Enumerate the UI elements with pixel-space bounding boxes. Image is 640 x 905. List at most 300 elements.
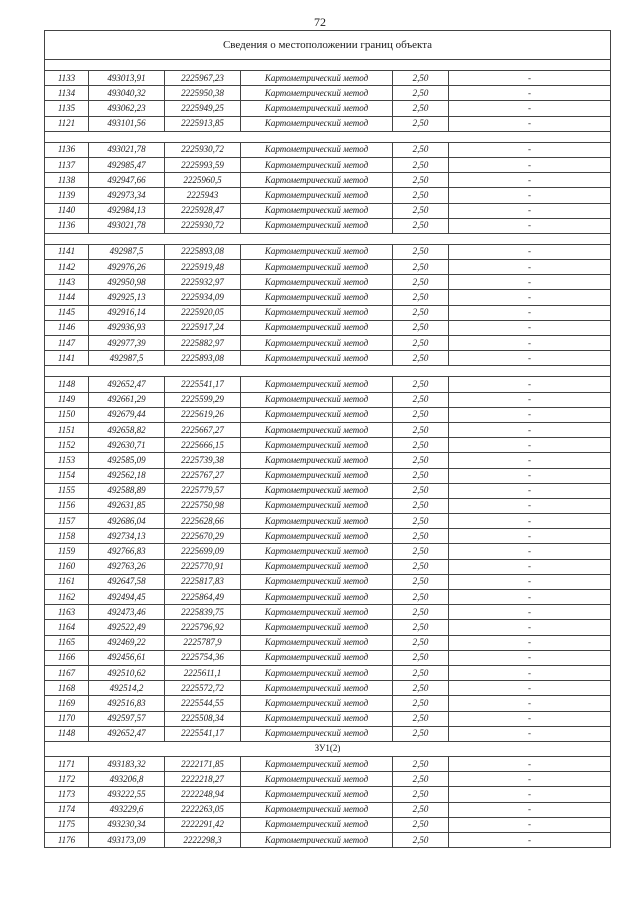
method-cell: Картометрический метод [241, 320, 393, 335]
y-coordinate-cell: 2225864,49 [165, 590, 241, 605]
x-coordinate-cell: 492516,83 [89, 696, 165, 711]
y-coordinate-cell: 2225670,29 [165, 529, 241, 544]
point-number-cell: 1136 [45, 218, 89, 233]
x-coordinate-cell: 492916,14 [89, 305, 165, 320]
point-number-cell: 1136 [45, 142, 89, 157]
note-cell: - [449, 377, 611, 392]
x-coordinate-cell: 492763,26 [89, 559, 165, 574]
method-cell: Картометрический метод [241, 336, 393, 351]
method-cell: Картометрический метод [241, 681, 393, 696]
method-cell: Картометрический метод [241, 116, 393, 131]
table-row [45, 620, 611, 635]
x-coordinate-cell: 493040,32 [89, 86, 165, 101]
y-coordinate-cell: 2225928,47 [165, 203, 241, 218]
note-cell: - [449, 574, 611, 589]
method-cell: Картометрический метод [241, 544, 393, 559]
method-cell: Картометрический метод [241, 696, 393, 711]
method-cell: Картометрический метод [241, 787, 393, 802]
precision-cell: 2,50 [393, 407, 449, 422]
y-coordinate-cell: 2225839,75 [165, 605, 241, 620]
y-coordinate-cell: 2222248,94 [165, 787, 241, 802]
note-cell: - [449, 142, 611, 157]
table-row [45, 101, 611, 116]
method-cell: Картометрический метод [241, 173, 393, 188]
x-coordinate-cell: 493021,78 [89, 218, 165, 233]
point-number-cell: 1151 [45, 422, 89, 437]
point-number-cell: 1141 [45, 244, 89, 259]
y-coordinate-cell: 2225919,48 [165, 260, 241, 275]
separator-row [45, 366, 611, 377]
table-row [45, 290, 611, 305]
x-coordinate-cell: 492473,46 [89, 605, 165, 620]
point-number-cell: 1157 [45, 514, 89, 529]
note-cell: - [449, 260, 611, 275]
separator-row [45, 131, 611, 142]
x-coordinate-cell: 492510,62 [89, 665, 165, 680]
y-coordinate-cell: 2222218,27 [165, 772, 241, 787]
x-coordinate-cell: 492652,47 [89, 726, 165, 741]
point-number-cell: 1144 [45, 290, 89, 305]
x-coordinate-cell: 493230,34 [89, 817, 165, 832]
table-title: Сведения о местоположении границ объекта [45, 31, 611, 60]
table-row [45, 351, 611, 366]
y-coordinate-cell: 2222298,3 [165, 833, 241, 848]
method-cell: Картометрический метод [241, 377, 393, 392]
table-row [45, 711, 611, 726]
method-cell: Картометрический метод [241, 650, 393, 665]
x-coordinate-cell: 493229,6 [89, 802, 165, 817]
table-row [45, 438, 611, 453]
y-coordinate-cell: 2225770,91 [165, 559, 241, 574]
precision-cell: 2,50 [393, 142, 449, 157]
y-coordinate-cell: 2225913,85 [165, 116, 241, 131]
point-number-cell: 1133 [45, 71, 89, 86]
table-row [45, 275, 611, 290]
point-number-cell: 1141 [45, 351, 89, 366]
table-row [45, 116, 611, 131]
y-coordinate-cell: 2225699,09 [165, 544, 241, 559]
table-row [45, 422, 611, 437]
method-cell: Картометрический метод [241, 620, 393, 635]
precision-cell: 2,50 [393, 351, 449, 366]
point-number-cell: 1146 [45, 320, 89, 335]
x-coordinate-cell: 492597,57 [89, 711, 165, 726]
point-number-cell: 1174 [45, 802, 89, 817]
x-coordinate-cell: 492658,82 [89, 422, 165, 437]
separator-cell [45, 366, 611, 377]
note-cell: - [449, 275, 611, 290]
section-header-row [45, 741, 611, 756]
y-coordinate-cell: 2225779,57 [165, 483, 241, 498]
method-cell: Картометрический метод [241, 438, 393, 453]
precision-cell: 2,50 [393, 86, 449, 101]
precision-cell: 2,50 [393, 529, 449, 544]
precision-cell: 2,50 [393, 244, 449, 259]
precision-cell: 2,50 [393, 711, 449, 726]
x-coordinate-cell: 492987,5 [89, 244, 165, 259]
method-cell: Картометрический метод [241, 529, 393, 544]
x-coordinate-cell: 493173,09 [89, 833, 165, 848]
method-cell: Картометрический метод [241, 351, 393, 366]
point-number-cell: 1145 [45, 305, 89, 320]
x-coordinate-cell: 493101,56 [89, 116, 165, 131]
precision-cell: 2,50 [393, 544, 449, 559]
x-coordinate-cell: 492950,98 [89, 275, 165, 290]
note-cell: - [449, 817, 611, 832]
note-cell: - [449, 468, 611, 483]
note-cell: - [449, 620, 611, 635]
point-number-cell: 1139 [45, 188, 89, 203]
point-number-cell: 1168 [45, 681, 89, 696]
x-coordinate-cell: 492630,71 [89, 438, 165, 453]
note-cell: - [449, 726, 611, 741]
precision-cell: 2,50 [393, 681, 449, 696]
x-coordinate-cell: 493183,32 [89, 757, 165, 772]
method-cell: Картометрический метод [241, 407, 393, 422]
table-row [45, 142, 611, 157]
point-number-cell: 1147 [45, 336, 89, 351]
point-number-cell: 1166 [45, 650, 89, 665]
precision-cell: 2,50 [393, 802, 449, 817]
y-coordinate-cell: 2225993,59 [165, 157, 241, 172]
point-number-cell: 1164 [45, 620, 89, 635]
point-number-cell: 1170 [45, 711, 89, 726]
point-number-cell: 1149 [45, 392, 89, 407]
method-cell: Картометрический метод [241, 71, 393, 86]
precision-cell: 2,50 [393, 101, 449, 116]
precision-cell: 2,50 [393, 188, 449, 203]
method-cell: Картометрический метод [241, 514, 393, 529]
note-cell: - [449, 757, 611, 772]
precision-cell: 2,50 [393, 218, 449, 233]
point-number-cell: 1161 [45, 574, 89, 589]
x-coordinate-cell: 492661,29 [89, 392, 165, 407]
method-cell: Картометрический метод [241, 157, 393, 172]
table-row [45, 218, 611, 233]
point-number-cell: 1138 [45, 173, 89, 188]
method-cell: Картометрический метод [241, 468, 393, 483]
method-cell: Картометрический метод [241, 483, 393, 498]
precision-cell: 2,50 [393, 203, 449, 218]
note-cell: - [449, 605, 611, 620]
y-coordinate-cell: 2225572,72 [165, 681, 241, 696]
y-coordinate-cell: 2225893,08 [165, 244, 241, 259]
method-cell: Картометрический метод [241, 559, 393, 574]
x-coordinate-cell: 492469,22 [89, 635, 165, 650]
table-row [45, 453, 611, 468]
note-cell: - [449, 422, 611, 437]
y-coordinate-cell: 2225930,72 [165, 142, 241, 157]
x-coordinate-cell: 492976,26 [89, 260, 165, 275]
method-cell: Картометрический метод [241, 392, 393, 407]
point-number-cell: 1154 [45, 468, 89, 483]
table-row [45, 833, 611, 848]
y-coordinate-cell: 2225544,55 [165, 696, 241, 711]
note-cell: - [449, 787, 611, 802]
precision-cell: 2,50 [393, 757, 449, 772]
note-cell: - [449, 665, 611, 680]
table-row [45, 817, 611, 832]
x-coordinate-cell: 493222,55 [89, 787, 165, 802]
precision-cell: 2,50 [393, 833, 449, 848]
x-coordinate-cell: 492734,13 [89, 529, 165, 544]
y-coordinate-cell: 2225767,27 [165, 468, 241, 483]
x-coordinate-cell: 492631,85 [89, 498, 165, 513]
x-coordinate-cell: 492985,47 [89, 157, 165, 172]
precision-cell: 2,50 [393, 157, 449, 172]
x-coordinate-cell: 493062,23 [89, 101, 165, 116]
point-number-cell: 1142 [45, 260, 89, 275]
note-cell: - [449, 203, 611, 218]
table-row [45, 320, 611, 335]
separator-row [45, 233, 611, 244]
y-coordinate-cell: 2225667,27 [165, 422, 241, 437]
point-number-cell: 1165 [45, 635, 89, 650]
method-cell: Картометрический метод [241, 757, 393, 772]
method-cell: Картометрический метод [241, 422, 393, 437]
precision-cell: 2,50 [393, 438, 449, 453]
note-cell: - [449, 529, 611, 544]
y-coordinate-cell: 2225949,25 [165, 101, 241, 116]
table-title-row [45, 31, 611, 60]
y-coordinate-cell: 2222291,42 [165, 817, 241, 832]
table-row [45, 188, 611, 203]
point-number-cell: 1134 [45, 86, 89, 101]
method-cell: Картометрический метод [241, 275, 393, 290]
precision-cell: 2,50 [393, 377, 449, 392]
point-number-cell: 1143 [45, 275, 89, 290]
note-cell: - [449, 772, 611, 787]
table-row [45, 86, 611, 101]
point-number-cell: 1148 [45, 726, 89, 741]
method-cell: Картометрический метод [241, 101, 393, 116]
y-coordinate-cell: 2225882,97 [165, 336, 241, 351]
note-cell: - [449, 407, 611, 422]
precision-cell: 2,50 [393, 320, 449, 335]
precision-cell: 2,50 [393, 787, 449, 802]
y-coordinate-cell: 2225930,72 [165, 218, 241, 233]
x-coordinate-cell: 493206,8 [89, 772, 165, 787]
precision-cell: 2,50 [393, 574, 449, 589]
y-coordinate-cell: 2225917,24 [165, 320, 241, 335]
table-row [45, 772, 611, 787]
note-cell: - [449, 590, 611, 605]
method-cell: Картометрический метод [241, 260, 393, 275]
method-cell: Картометрический метод [241, 244, 393, 259]
note-cell: - [449, 244, 611, 259]
y-coordinate-cell: 2225541,17 [165, 377, 241, 392]
note-cell: - [449, 218, 611, 233]
point-number-cell: 1163 [45, 605, 89, 620]
point-number-cell: 1140 [45, 203, 89, 218]
precision-cell: 2,50 [393, 726, 449, 741]
note-cell: - [449, 71, 611, 86]
point-number-cell: 1172 [45, 772, 89, 787]
y-coordinate-cell: 2225932,97 [165, 275, 241, 290]
table-row [45, 605, 611, 620]
method-cell: Картометрический метод [241, 802, 393, 817]
note-cell: - [449, 320, 611, 335]
note-cell: - [449, 483, 611, 498]
y-coordinate-cell: 2225739,38 [165, 453, 241, 468]
precision-cell: 2,50 [393, 468, 449, 483]
point-number-cell: 1176 [45, 833, 89, 848]
method-cell: Картометрический метод [241, 218, 393, 233]
precision-cell: 2,50 [393, 605, 449, 620]
precision-cell: 2,50 [393, 275, 449, 290]
note-cell: - [449, 188, 611, 203]
y-coordinate-cell: 2225817,83 [165, 574, 241, 589]
table-row [45, 244, 611, 259]
table-row [45, 681, 611, 696]
y-coordinate-cell: 2225750,98 [165, 498, 241, 513]
point-number-cell: 1155 [45, 483, 89, 498]
table-row [45, 71, 611, 86]
precision-cell: 2,50 [393, 696, 449, 711]
method-cell: Картометрический метод [241, 188, 393, 203]
y-coordinate-cell: 2225967,23 [165, 71, 241, 86]
precision-cell: 2,50 [393, 590, 449, 605]
method-cell: Картометрический метод [241, 605, 393, 620]
precision-cell: 2,50 [393, 498, 449, 513]
point-number-cell: 1150 [45, 407, 89, 422]
precision-cell: 2,50 [393, 71, 449, 86]
point-number-cell: 1173 [45, 787, 89, 802]
note-cell: - [449, 157, 611, 172]
table-row [45, 726, 611, 741]
table-row [45, 483, 611, 498]
y-coordinate-cell: 2225619,26 [165, 407, 241, 422]
note-cell: - [449, 559, 611, 574]
point-number-cell: 1169 [45, 696, 89, 711]
x-coordinate-cell: 492679,44 [89, 407, 165, 422]
x-coordinate-cell: 492514,2 [89, 681, 165, 696]
x-coordinate-cell: 492947,66 [89, 173, 165, 188]
table-row [45, 787, 611, 802]
precision-cell: 2,50 [393, 305, 449, 320]
y-coordinate-cell: 2225611,1 [165, 665, 241, 680]
y-coordinate-cell: 2225754,36 [165, 650, 241, 665]
method-cell: Картометрический метод [241, 305, 393, 320]
table-row [45, 377, 611, 392]
y-coordinate-cell: 2222171,85 [165, 757, 241, 772]
separator-cell [45, 233, 611, 244]
precision-cell: 2,50 [393, 336, 449, 351]
precision-cell: 2,50 [393, 483, 449, 498]
point-number-cell: 1162 [45, 590, 89, 605]
boundary-coordinates-table [44, 30, 611, 848]
x-coordinate-cell: 493013,91 [89, 71, 165, 86]
table-row [45, 544, 611, 559]
note-cell: - [449, 514, 611, 529]
point-number-cell: 1171 [45, 757, 89, 772]
note-cell: - [449, 438, 611, 453]
precision-cell: 2,50 [393, 116, 449, 131]
precision-cell: 2,50 [393, 559, 449, 574]
x-coordinate-cell: 492686,04 [89, 514, 165, 529]
page-number: 72 [314, 15, 326, 29]
point-number-cell: 1121 [45, 116, 89, 131]
y-coordinate-cell: 2225796,92 [165, 620, 241, 635]
table-row [45, 260, 611, 275]
table-row [45, 757, 611, 772]
x-coordinate-cell: 492925,13 [89, 290, 165, 305]
y-coordinate-cell: 2225920,05 [165, 305, 241, 320]
note-cell: - [449, 833, 611, 848]
y-coordinate-cell: 2225599,29 [165, 392, 241, 407]
note-cell: - [449, 351, 611, 366]
point-number-cell: 1160 [45, 559, 89, 574]
x-coordinate-cell: 492456,61 [89, 650, 165, 665]
method-cell: Картометрический метод [241, 665, 393, 680]
method-cell: Картометрический метод [241, 574, 393, 589]
method-cell: Картометрический метод [241, 772, 393, 787]
method-cell: Картометрический метод [241, 453, 393, 468]
x-coordinate-cell: 492585,09 [89, 453, 165, 468]
precision-cell: 2,50 [393, 260, 449, 275]
table-row [45, 392, 611, 407]
note-cell: - [449, 392, 611, 407]
y-coordinate-cell: 2225628,66 [165, 514, 241, 529]
table-row [45, 559, 611, 574]
x-coordinate-cell: 492977,39 [89, 336, 165, 351]
table-row [45, 514, 611, 529]
x-coordinate-cell: 492562,18 [89, 468, 165, 483]
x-coordinate-cell: 492494,45 [89, 590, 165, 605]
precision-cell: 2,50 [393, 665, 449, 680]
precision-cell: 2,50 [393, 650, 449, 665]
y-coordinate-cell: 2225950,38 [165, 86, 241, 101]
precision-cell: 2,50 [393, 772, 449, 787]
y-coordinate-cell: 2225541,17 [165, 726, 241, 741]
method-cell: Картометрический метод [241, 290, 393, 305]
point-number-cell: 1158 [45, 529, 89, 544]
x-coordinate-cell: 492522,49 [89, 620, 165, 635]
precision-cell: 2,50 [393, 620, 449, 635]
separator-cell [45, 60, 611, 71]
point-number-cell: 1135 [45, 101, 89, 116]
table-row [45, 336, 611, 351]
x-coordinate-cell: 492766,83 [89, 544, 165, 559]
note-cell: - [449, 802, 611, 817]
point-number-cell: 1175 [45, 817, 89, 832]
table-row [45, 574, 611, 589]
x-coordinate-cell: 492647,58 [89, 574, 165, 589]
note-cell: - [449, 544, 611, 559]
point-number-cell: 1137 [45, 157, 89, 172]
table-row [45, 665, 611, 680]
x-coordinate-cell: 492936,93 [89, 320, 165, 335]
table-row [45, 802, 611, 817]
method-cell: Картометрический метод [241, 498, 393, 513]
note-cell: - [449, 173, 611, 188]
precision-cell: 2,50 [393, 290, 449, 305]
note-cell: - [449, 101, 611, 116]
table-row [45, 203, 611, 218]
table-row [45, 173, 611, 188]
table-row [45, 498, 611, 513]
precision-cell: 2,50 [393, 392, 449, 407]
note-cell: - [449, 696, 611, 711]
note-cell: - [449, 650, 611, 665]
y-coordinate-cell: 2225666,15 [165, 438, 241, 453]
separator-cell [45, 131, 611, 142]
method-cell: Картометрический метод [241, 711, 393, 726]
x-coordinate-cell: 492987,5 [89, 351, 165, 366]
table-row [45, 590, 611, 605]
method-cell: Картометрический метод [241, 203, 393, 218]
method-cell: Картометрический метод [241, 635, 393, 650]
